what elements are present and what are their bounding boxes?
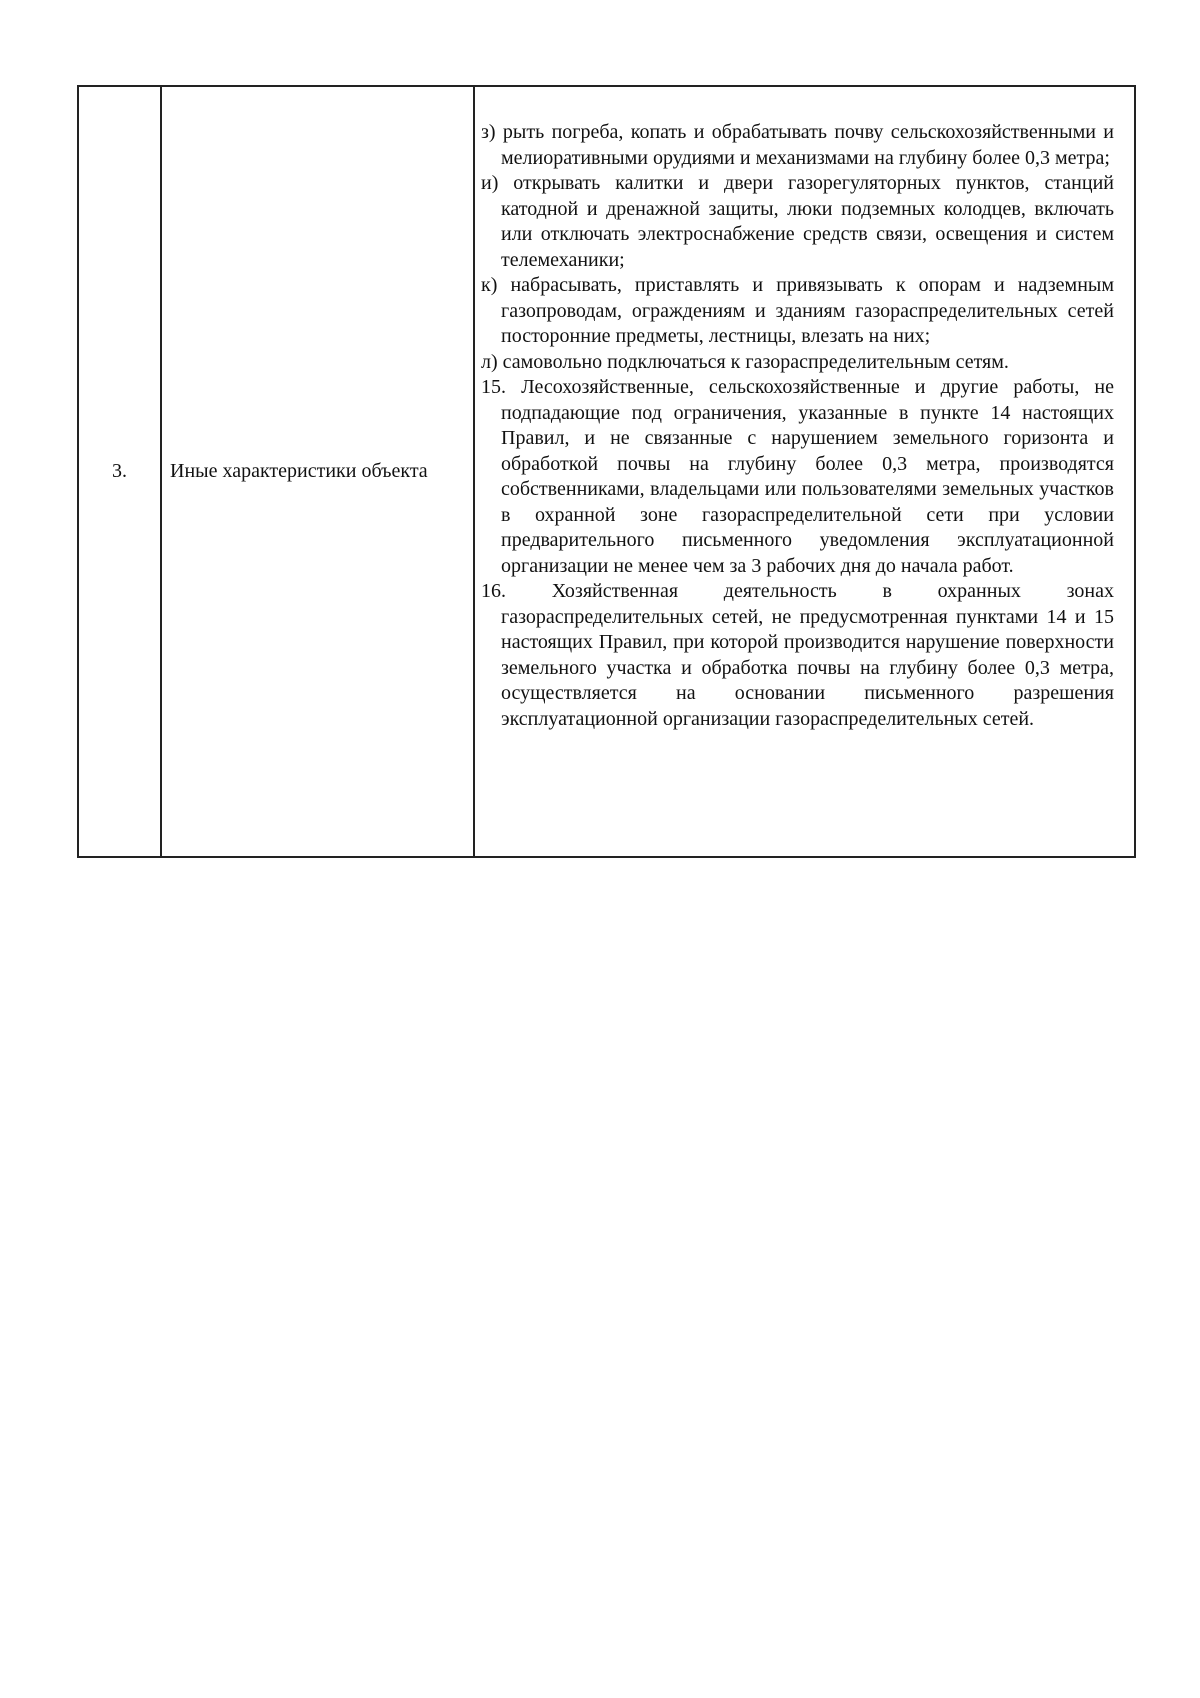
row-number: 3. (78, 86, 161, 857)
characteristics-table (77, 85, 1136, 858)
paragraph-l: л) самовольно подключаться к газораспределительным сетям. (481, 350, 1009, 373)
row-name: Иные характеристики объекта (161, 86, 474, 857)
paragraph-k: к) набрасывать, приставлять и привязывать к опорам и надземным газопроводам, ограждениям и зданиям газораспределительных сетей посторонние предметы, лестницы, влезать на них; (481, 274, 1114, 347)
paragraph-15: 15. Лесохозяйственные, сельскохозяйственные и другие работы, не подпадающие под ограничения, указанные в пункте 14 настоящих Правил, и не связанные с нарушением земельного горизонта и обработкой почвы на глубину более 0,3 метра, производятся собственниками, владельцами или пользователями земельных участков в охранной зоне газораспределительной сети при условии предварительного письменного уведомления эксплуатационной организации не менее чем за 3 рабочих дня до начала работ. (481, 376, 1114, 577)
paragraph-i: и) открывать калитки и двери газорегуляторных пунктов, станций катодной и дренажной защиты, люки подземных колодцев, включать или отключать электроснабжение средств связи, освещения и систем телемеханики; (481, 172, 1114, 271)
table-row (78, 86, 1135, 857)
paragraph-z: з) рыть погреба, копать и обрабатывать почву сельскохозяйственными и мелиоративными орудиями и механизмами на глубину более 0,3 метра; (481, 121, 1114, 169)
row-description (474, 86, 1135, 857)
paragraph-16: 16. Хозяйственная деятельность в охранных зонах газораспределительных сетей, не предусмотренная пунктами 14 и 15 настоящих Правил, при которой производится нарушение поверхности земельного участка и обработка почвы на глубину более 0,3 метра, осуществляется на основании письменного разрешения эксплуатационной организации газораспределительных сетей. (481, 580, 1114, 730)
